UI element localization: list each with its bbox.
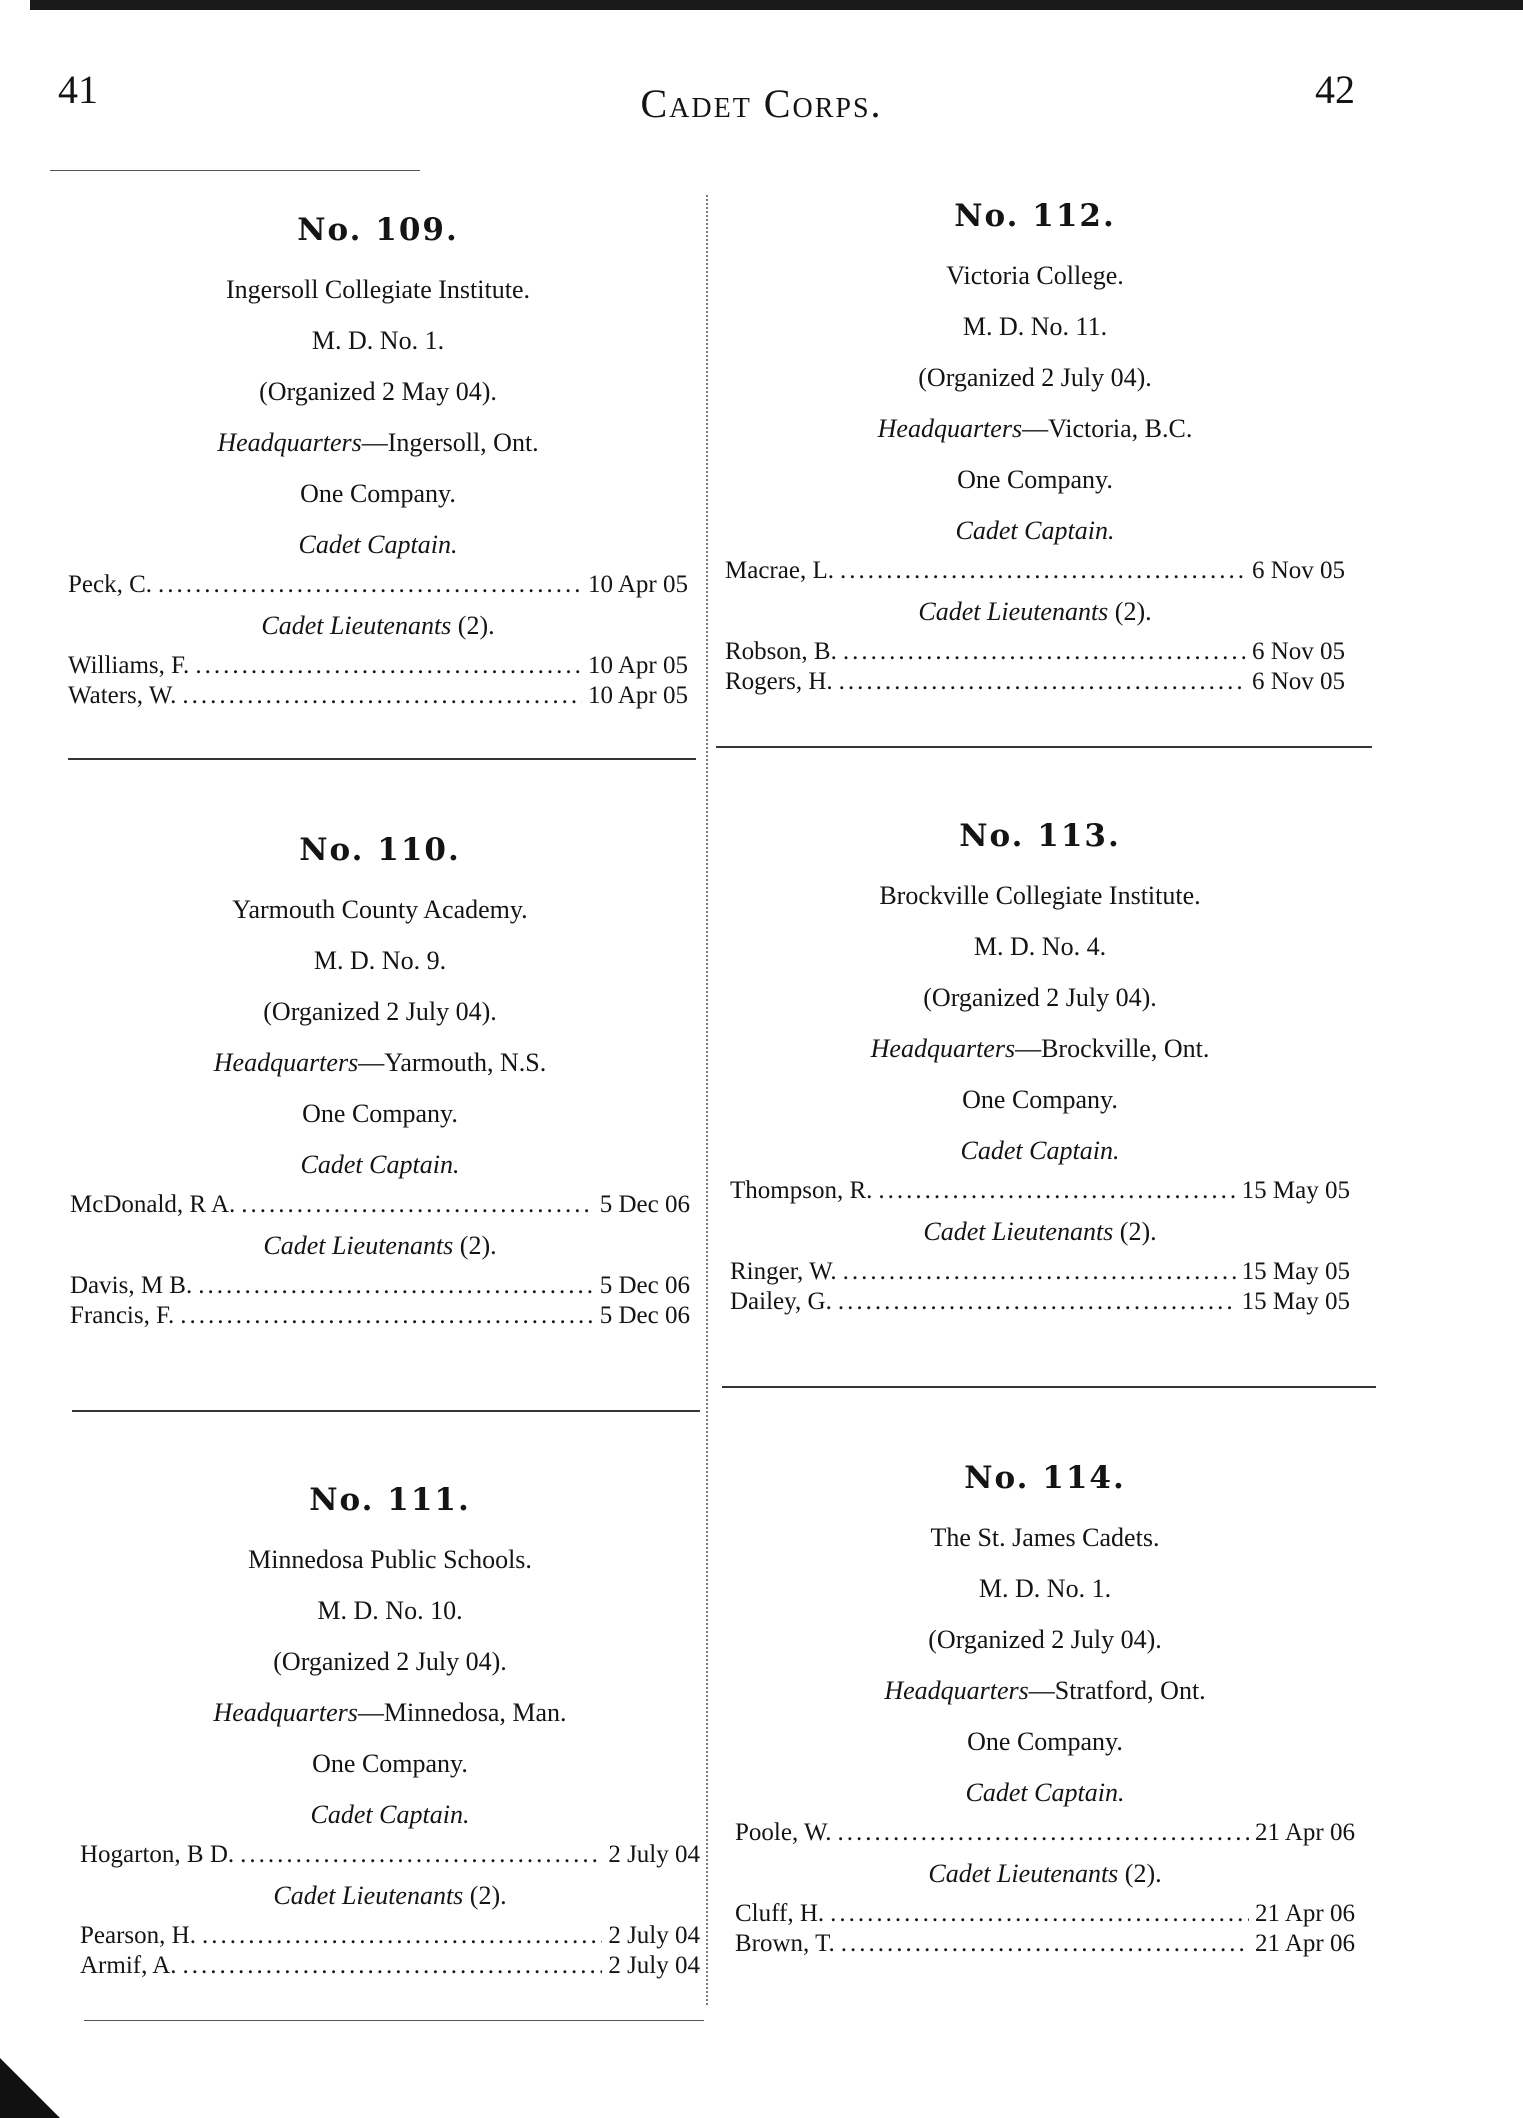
company-count: One Company.	[962, 1085, 1118, 1114]
lieutenant-entry	[735, 1899, 1355, 1929]
headquarters-place: —Minnedosa, Man.	[357, 1698, 567, 1727]
leader-dots	[878, 1176, 1235, 1206]
captain-entry	[68, 570, 688, 600]
page-number-right: 42	[1315, 67, 1355, 112]
unit-number: No. 109.	[297, 212, 459, 248]
officer-name: Poole, W.	[735, 1819, 832, 1846]
lieutenants-count: (2).	[469, 1881, 507, 1910]
captain-heading: Cadet Captain.	[300, 1150, 460, 1179]
commission-date: 21 Apr 06	[1255, 1930, 1355, 1957]
officer-name: Williams, F.	[68, 652, 190, 679]
leader-dots	[202, 1921, 602, 1951]
military-district: M. D. No. 11.	[962, 312, 1108, 341]
military-district: M. D. No. 1.	[311, 326, 445, 355]
headquarters	[735, 1665, 1355, 1716]
cadet-corps-unit	[70, 832, 690, 1331]
lieutenants-heading	[730, 1206, 1350, 1257]
organized-date: (Organized 2 July 04).	[923, 983, 1157, 1012]
headquarters	[80, 1687, 700, 1738]
commission-date: 2 July 04	[608, 1952, 700, 1979]
scan-corner-shadow	[0, 2058, 60, 2118]
leader-dots	[838, 1287, 1236, 1317]
company-count: One Company.	[312, 1749, 468, 1778]
section-rule	[716, 746, 1372, 748]
lieutenants-label: Cadet Lieutenants	[261, 611, 452, 640]
officer-name: Thompson, R.	[730, 1177, 873, 1204]
cadet-corps-unit	[735, 1460, 1355, 1959]
officer-name: Brown, T.	[735, 1930, 835, 1957]
section-rule	[722, 1386, 1376, 1388]
commission-date: 6 Nov 05	[1251, 557, 1345, 584]
leader-dots	[198, 1271, 594, 1301]
headquarters-place: —Stratford, Ont.	[1028, 1676, 1206, 1705]
lieutenants-count: (2).	[1119, 1217, 1157, 1246]
unit-number: No. 111.	[309, 1482, 471, 1518]
officer-name: Waters, W.	[68, 682, 177, 709]
organized-date: (Organized 2 July 04).	[273, 1647, 507, 1676]
captain-entry	[735, 1818, 1355, 1848]
officer-name: Hogarton, B D.	[80, 1841, 235, 1868]
officer-name: Armif, A.	[80, 1952, 177, 1979]
officer-name: Ringer, W.	[730, 1258, 837, 1285]
officer-name: Rogers, H.	[725, 668, 833, 695]
headquarters	[70, 1037, 690, 1088]
header-rule	[50, 170, 420, 171]
officer-name: Macrae, L.	[725, 557, 834, 584]
captain-entry	[725, 556, 1345, 586]
headquarters-place: —Brockville, Ont.	[1015, 1034, 1210, 1063]
commission-date: 10 Apr 05	[588, 571, 688, 598]
captain-entry	[80, 1840, 700, 1870]
leader-dots	[180, 1301, 594, 1331]
organized-date: (Organized 2 July 04).	[918, 363, 1152, 392]
commission-date: 10 Apr 05	[588, 652, 688, 679]
leader-dots	[838, 1818, 1249, 1848]
lieutenant-entry	[725, 667, 1345, 697]
military-district: M. D. No. 1.	[978, 1574, 1112, 1603]
officer-name: Dailey, G.	[730, 1288, 832, 1315]
leader-dots	[843, 1257, 1236, 1287]
headquarters-label: Headquarters	[877, 414, 1023, 443]
unit-number: No. 114.	[964, 1460, 1126, 1496]
leader-dots	[840, 556, 1246, 586]
company-count: One Company.	[967, 1727, 1123, 1756]
organized-date: (Organized 2 May 04).	[259, 377, 497, 406]
leader-dots	[839, 667, 1246, 697]
commission-date: 2 July 04	[608, 1922, 700, 1949]
commission-date: 21 Apr 06	[1255, 1900, 1355, 1927]
lieutenants-label: Cadet Lieutenants	[263, 1231, 454, 1260]
cadet-corps-unit	[725, 198, 1345, 697]
commission-date: 15 May 05	[1241, 1288, 1350, 1315]
column-divider	[706, 195, 708, 2005]
school-name: Yarmouth County Academy.	[232, 895, 528, 924]
headquarters-place: —Victoria, B.C.	[1022, 414, 1193, 443]
lieutenants-count: (2).	[457, 611, 495, 640]
lieutenants-label: Cadet Lieutenants	[273, 1881, 464, 1910]
headquarters-place: —Ingersoll, Ont.	[361, 428, 539, 457]
commission-date: 6 Nov 05	[1251, 638, 1345, 665]
commission-date: 2 July 04	[608, 1841, 700, 1868]
military-district: M. D. No. 9.	[313, 946, 447, 975]
officer-name: Francis, F.	[70, 1302, 175, 1329]
lieutenants-count: (2).	[459, 1231, 497, 1260]
company-count: One Company.	[302, 1099, 458, 1128]
lieutenants-heading	[725, 586, 1345, 637]
officer-name: Peck, C.	[68, 571, 153, 598]
lieutenant-entry	[725, 637, 1345, 667]
captain-entry	[730, 1176, 1350, 1206]
captain-heading: Cadet Captain.	[298, 530, 458, 559]
captain-heading: Cadet Captain.	[310, 1800, 470, 1829]
commission-date: 5 Dec 06	[599, 1191, 690, 1218]
headquarters-label: Headquarters	[213, 1698, 358, 1727]
headquarters-label: Headquarters	[217, 428, 362, 457]
lieutenant-entry	[68, 651, 688, 681]
captain-heading: Cadet Captain.	[960, 1136, 1120, 1165]
lieutenant-entry	[68, 681, 688, 711]
leader-dots	[843, 637, 1246, 667]
lieutenant-entry	[80, 1921, 700, 1951]
officer-name: Robson, B.	[725, 638, 837, 665]
officer-name: Davis, M B.	[70, 1272, 193, 1299]
lieutenants-label: Cadet Lieutenants	[923, 1217, 1114, 1246]
unit-number: No. 113.	[959, 818, 1121, 854]
cadet-corps-unit	[68, 212, 688, 711]
school-name: Brockville Collegiate Institute.	[879, 881, 1201, 910]
leader-dots	[841, 1929, 1249, 1959]
lieutenants-count: (2).	[1114, 597, 1152, 626]
school-name: Ingersoll Collegiate Institute.	[226, 275, 530, 304]
lieutenant-entry	[735, 1929, 1355, 1959]
company-count: One Company.	[957, 465, 1113, 494]
commission-date: 15 May 05	[1241, 1177, 1350, 1204]
cadet-corps-unit	[80, 1482, 700, 1981]
officer-name: Cluff, H.	[735, 1900, 825, 1927]
unit-number: No. 112.	[954, 198, 1116, 234]
officer-name: McDonald, R A.	[70, 1191, 236, 1218]
commission-date: 21 Apr 06	[1255, 1819, 1355, 1846]
section-rule	[68, 758, 696, 760]
lieutenant-entry	[730, 1287, 1350, 1317]
lieutenants-count: (2).	[1124, 1859, 1162, 1888]
headquarters	[68, 417, 688, 468]
leader-dots	[195, 651, 582, 681]
headquarters	[725, 403, 1345, 454]
lieutenants-label: Cadet Lieutenants	[918, 597, 1109, 626]
school-name: Victoria College.	[946, 261, 1124, 290]
lieutenant-entry	[70, 1271, 690, 1301]
lieutenants-heading	[80, 1870, 700, 1921]
section-rule	[72, 1410, 700, 1412]
commission-date: 5 Dec 06	[599, 1272, 690, 1299]
running-head: Cadet Corps.	[640, 81, 883, 126]
military-district: M. D. No. 4.	[973, 932, 1107, 961]
commission-date: 6 Nov 05	[1251, 668, 1345, 695]
captain-entry	[70, 1190, 690, 1220]
cadet-corps-unit	[730, 818, 1350, 1317]
leader-dots	[830, 1899, 1249, 1929]
lieutenant-entry	[730, 1257, 1350, 1287]
leader-dots	[240, 1840, 602, 1870]
lieutenant-entry	[80, 1951, 700, 1981]
lieutenants-heading	[735, 1848, 1355, 1899]
page-number-left: 41	[58, 67, 98, 112]
lieutenants-heading	[70, 1220, 690, 1271]
captain-heading: Cadet Captain.	[955, 516, 1115, 545]
headquarters	[730, 1023, 1350, 1074]
school-name: The St. James Cadets.	[930, 1523, 1160, 1552]
commission-date: 10 Apr 05	[588, 682, 688, 709]
military-district: M. D. No. 10.	[317, 1596, 463, 1625]
headquarters-place: —Yarmouth, N.S.	[358, 1048, 547, 1077]
company-count: One Company.	[300, 479, 456, 508]
leader-dots	[183, 1951, 603, 1981]
organized-date: (Organized 2 July 04).	[928, 1625, 1162, 1654]
headquarters-label: Headquarters	[884, 1676, 1029, 1705]
commission-date: 15 May 05	[1241, 1258, 1350, 1285]
school-name: Minnedosa Public Schools.	[248, 1545, 532, 1574]
leader-dots	[158, 570, 582, 600]
leader-dots	[182, 681, 582, 711]
headquarters-label: Headquarters	[870, 1034, 1016, 1063]
lieutenants-label: Cadet Lieutenants	[928, 1859, 1119, 1888]
commission-date: 5 Dec 06	[599, 1302, 690, 1329]
headquarters-label: Headquarters	[213, 1048, 359, 1077]
captain-heading: Cadet Captain.	[965, 1778, 1125, 1807]
lieutenant-entry	[70, 1301, 690, 1331]
organized-date: (Organized 2 July 04).	[263, 997, 497, 1026]
unit-number: No. 110.	[299, 832, 461, 868]
page-top-edge	[30, 0, 1523, 10]
officer-name: Pearson, H.	[80, 1922, 196, 1949]
lieutenants-heading	[68, 600, 688, 651]
section-rule	[84, 2020, 704, 2021]
leader-dots	[241, 1190, 593, 1220]
